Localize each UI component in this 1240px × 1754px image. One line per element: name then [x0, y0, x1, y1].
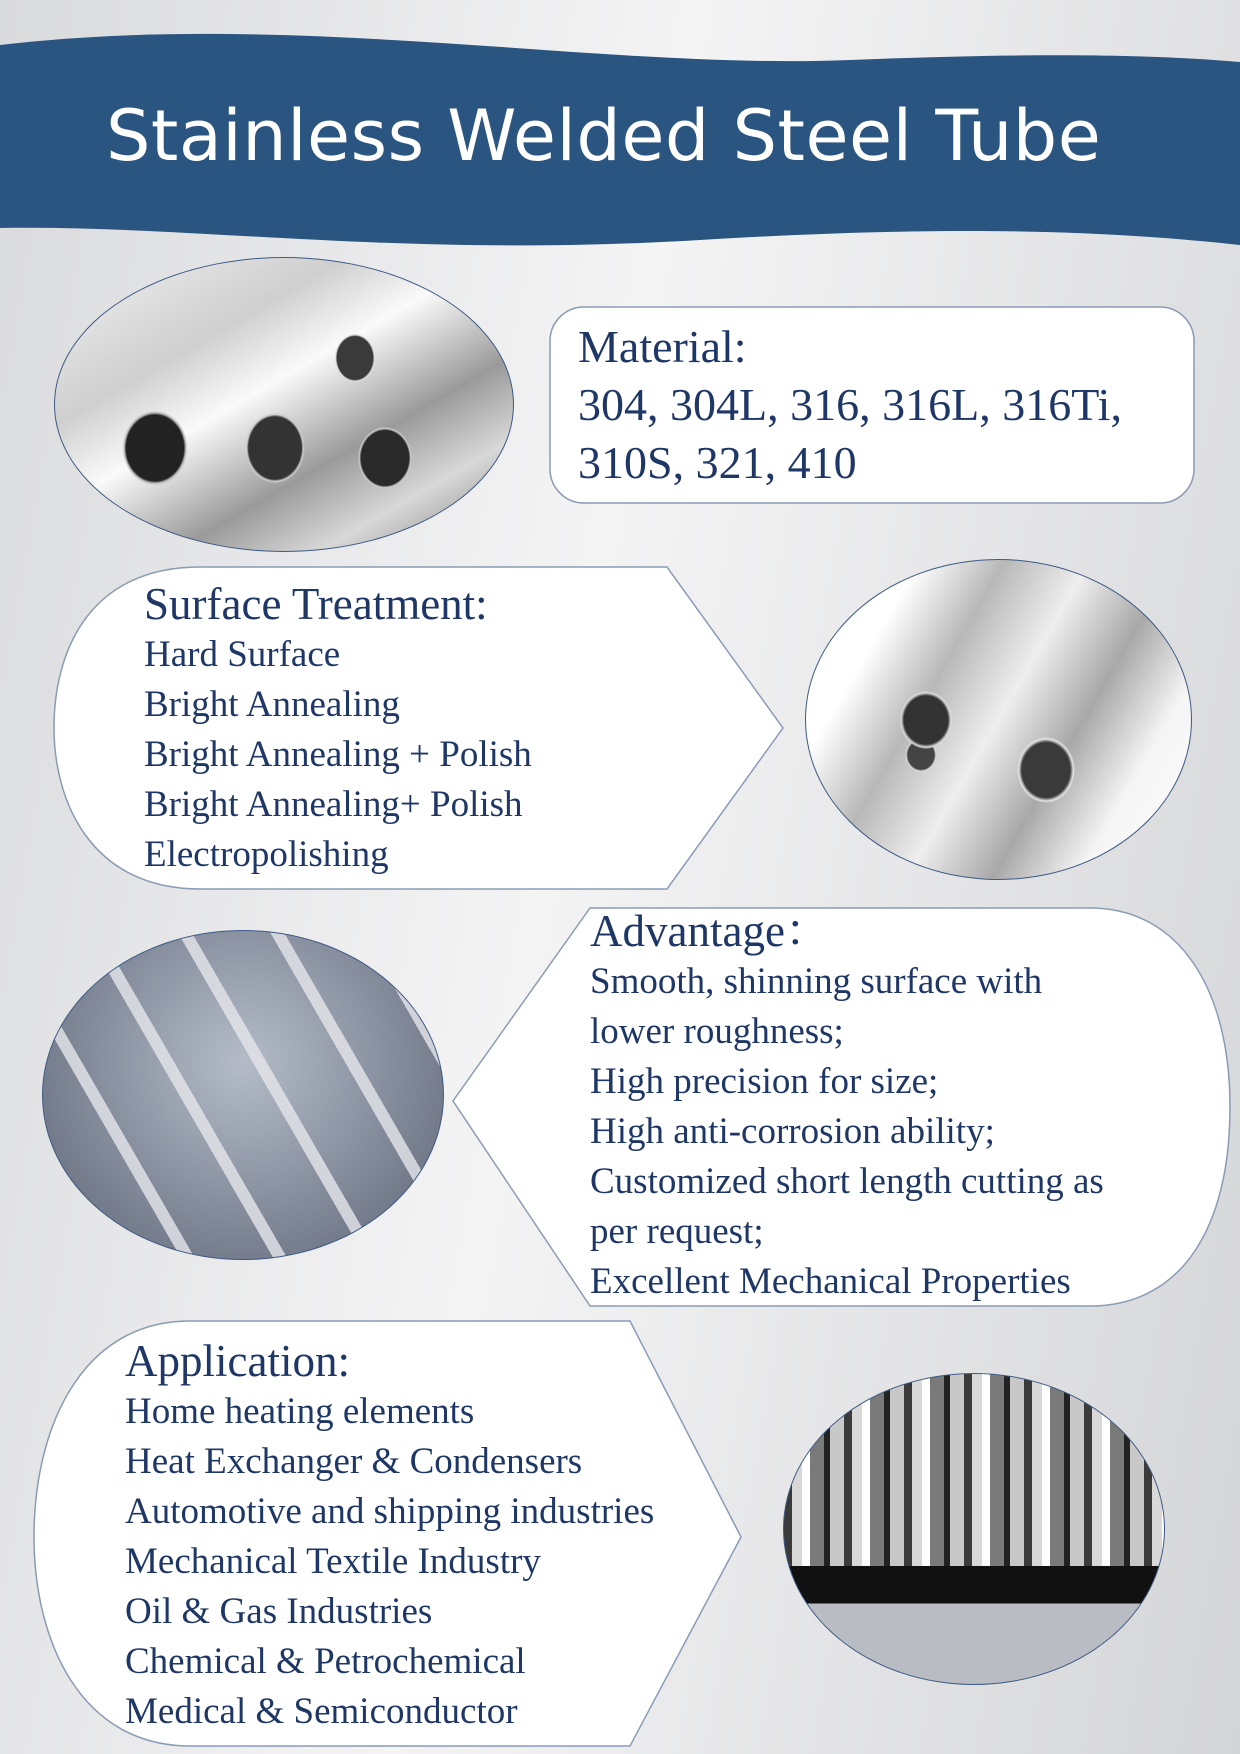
list-item: Bright Annealing+ Polish: [144, 784, 523, 825]
application-heading: Application:: [125, 1336, 350, 1386]
list-item: Bright Annealing + Polish: [144, 734, 532, 775]
steel-tubes-photo-4: [783, 1373, 1165, 1685]
page-title: Stainless Welded Steel Tube: [106, 95, 1102, 177]
advantage-heading: Advantage：: [590, 906, 830, 956]
list-item: Oil & Gas Industries: [125, 1591, 433, 1632]
surface-treatment-section: [144, 578, 532, 880]
list-item: High precision for size;: [590, 1061, 939, 1102]
list-item: Smooth, shinning surface with: [590, 961, 1043, 1002]
list-item: Home heating elements: [125, 1391, 475, 1432]
list-item: High anti-corrosion ability;: [590, 1111, 995, 1152]
list-item: Electropolishing: [144, 834, 389, 875]
list-item: Bright Annealing: [144, 684, 400, 725]
list-item: Automotive and shipping industries: [125, 1491, 655, 1532]
surface-treatment-heading: Surface Treatment:: [144, 579, 488, 629]
material-line: 310S, 321, 410: [578, 437, 857, 488]
material-line: 304, 304L, 316, 316L, 316Ti,: [578, 379, 1122, 430]
list-item: Customized short length cutting as: [590, 1161, 1104, 1202]
list-item: Chemical & Petrochemical: [125, 1641, 526, 1682]
advantage-section: [590, 905, 1104, 1307]
list-item: Heat Exchanger & Condensers: [125, 1441, 583, 1482]
list-item: lower roughness;: [590, 1011, 844, 1052]
list-item: Hard Surface: [144, 634, 341, 675]
material-section: [578, 318, 1122, 492]
application-section: [125, 1335, 654, 1737]
list-item: per request;: [590, 1211, 764, 1252]
steel-tubes-photo-3: [42, 930, 444, 1260]
list-item: Medical & Semiconductor: [125, 1691, 518, 1732]
material-heading: Material:: [578, 321, 747, 372]
steel-tubes-photo-1: [54, 257, 514, 552]
steel-tubes-photo-2: [805, 559, 1192, 880]
list-item: Mechanical Textile Industry: [125, 1541, 541, 1582]
list-item: Excellent Mechanical Properties: [590, 1261, 1071, 1302]
